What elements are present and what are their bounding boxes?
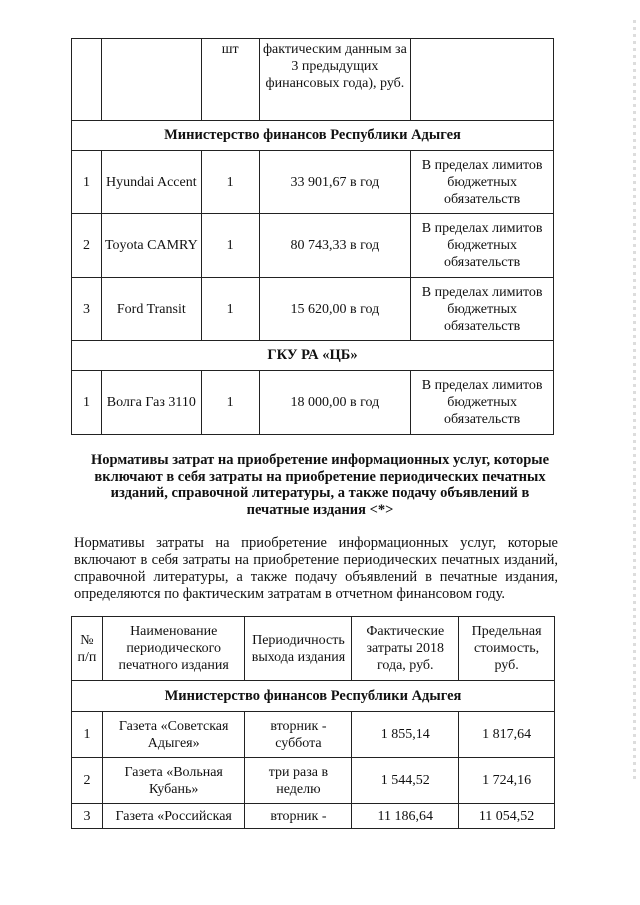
cell-period: три раза в неделю <box>245 758 352 804</box>
cell-name: Волга Газ 3110 <box>101 371 201 435</box>
cell-num <box>72 39 102 121</box>
table-row <box>72 278 554 341</box>
cell-cost: 15 620,00 в год <box>259 278 411 341</box>
cell-limit: 1 817,64 <box>459 712 555 758</box>
header-period: Периодичность выхода издания <box>245 617 352 681</box>
cell-note: В пределах лимитов бюджетных обязательств <box>411 371 554 435</box>
table-row <box>72 758 555 804</box>
table-row <box>72 39 554 121</box>
cell-qty: 1 <box>201 214 259 278</box>
cell-name: Газета «Советская Адыгея» <box>102 712 245 758</box>
section-row <box>72 121 554 151</box>
section-title: ГКУ РА «ЦБ» <box>72 341 554 371</box>
cell-name: Toyota CAMRY <box>101 214 201 278</box>
cell-note: В пределах лимитов бюджетных обязательств <box>411 151 554 214</box>
table-row <box>72 371 554 435</box>
cell-name: Газета «Вольная Кубань» <box>102 758 245 804</box>
cell-cost: 33 901,67 в год <box>259 151 411 214</box>
cell-name: Hyundai Accent <box>101 151 201 214</box>
cell-cost: 80 743,33 в год <box>259 214 411 278</box>
header-actual: Фактические затраты 2018 года, руб. <box>352 617 459 681</box>
table-row <box>72 214 554 278</box>
cell-qty: 1 <box>201 278 259 341</box>
section-row <box>72 681 555 712</box>
section-title: Министерство финансов Республики Адыгея <box>72 681 555 712</box>
cell-limit: 11 054,52 <box>459 804 555 829</box>
cell-limit: 1 724,16 <box>459 758 555 804</box>
vehicles-table <box>71 38 554 435</box>
cell-period: вторник - суббота <box>245 712 352 758</box>
header-num: № п/п <box>72 617 103 681</box>
cell-name <box>101 39 201 121</box>
header-name: Наименование периодического печатного издания <box>102 617 245 681</box>
section-title: Министерство финансов Республики Адыгея <box>72 121 554 151</box>
cell-num: 1 <box>72 151 102 214</box>
cell-actual: 1 544,52 <box>352 758 459 804</box>
header-limit: Предельная стоимость, руб. <box>459 617 555 681</box>
cell-note <box>411 39 554 121</box>
cell-period: вторник - <box>245 804 352 829</box>
cell-qty: 1 <box>201 371 259 435</box>
cell-num: 2 <box>72 214 102 278</box>
cell-rate: фактическим данным за 3 предыдущих финансовых года), руб. <box>259 39 411 121</box>
cell-num: 2 <box>72 758 103 804</box>
table-row <box>72 712 555 758</box>
cell-num: 1 <box>72 371 102 435</box>
table-row <box>72 151 554 214</box>
cell-name: Газета «Российская <box>102 804 245 829</box>
cell-num: 1 <box>72 712 103 758</box>
cell-note: В пределах лимитов бюджетных обязательств <box>411 278 554 341</box>
cell-num: 3 <box>72 804 103 829</box>
periodicals-table <box>71 616 555 829</box>
cell-name: Ford Transit <box>101 278 201 341</box>
table-row <box>72 804 555 829</box>
cell-note: В пределах лимитов бюджетных обязательств <box>411 214 554 278</box>
cell-actual: 11 186,64 <box>352 804 459 829</box>
scan-edge-artifact <box>633 20 636 780</box>
cell-num: 3 <box>72 278 102 341</box>
cell-actual: 1 855,14 <box>352 712 459 758</box>
cell-cost: 18 000,00 в год <box>259 371 411 435</box>
table-header-row <box>72 617 555 681</box>
section-row <box>72 341 554 371</box>
cell-unit: шт <box>201 39 259 121</box>
section-heading: Нормативы затрат на приобретение информационных услуг, которые включают в себя затраты на приобретение периодических печатных изданий, справочной литературы, а также подачу объявлений в печатные издания <*> <box>90 452 550 518</box>
cell-qty: 1 <box>201 151 259 214</box>
body-paragraph: Нормативы затраты на приобретение информационных услуг, которые включают в себя затраты на приобретение периодических печатных изданий, справочной литературы, а также подачу объявлений в печатные издания, определяются по фактическим затратам в отчетном финансовом году. <box>74 535 558 602</box>
